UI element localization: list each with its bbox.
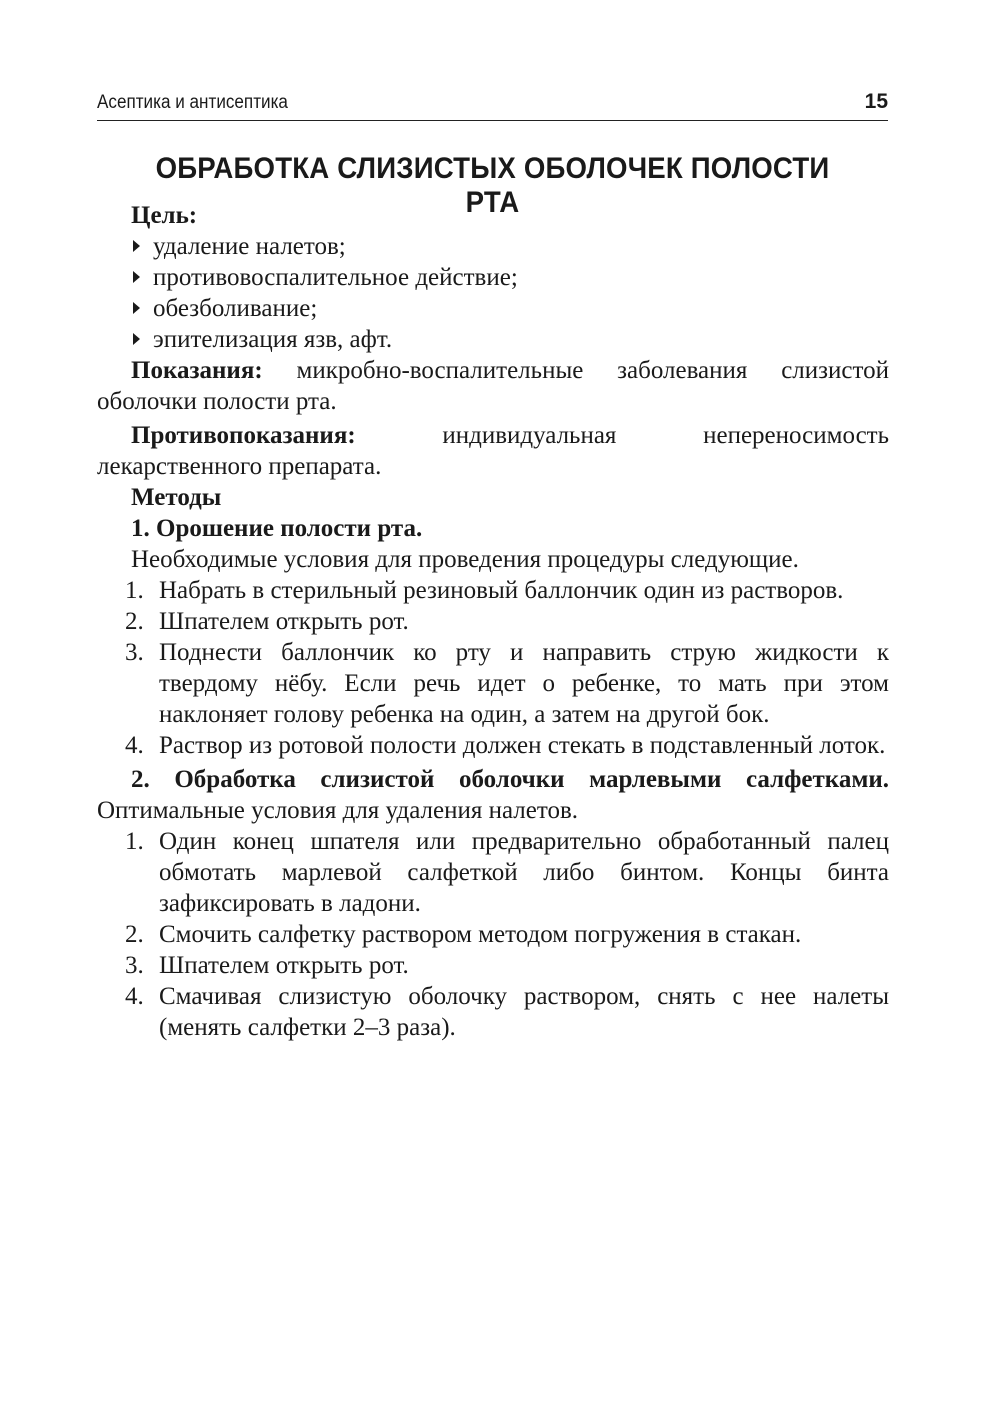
contraindications-text: индивидуальная непереносимость лекарственного препарата. [97,422,889,480]
goal-item-text: противовоспалительное действие; [153,264,518,291]
methods-label: Методы [131,484,222,511]
section-body [97,200,889,1043]
step-text: Шпателем открыть рот. [159,608,409,635]
triangle-bullet-icon [133,271,140,283]
method1-title: 1. Орошение полости рта. [131,515,423,542]
step-text: Один конец шпателя или предварительно обработанный палец обмотать марлевой салфеткой либо бинтом. Концы бинта зафиксировать в ладони. [159,828,889,917]
triangle-bullet-icon [133,240,140,252]
step-number: 2. [125,921,144,948]
goal-item-text: эпителизация язв, афт. [153,326,393,353]
goal-item-text: удаление налетов; [153,233,346,260]
step-number: 1. [125,828,144,855]
triangle-bullet-icon [133,302,140,314]
triangle-bullet-icon [133,333,140,345]
step-number: 4. [125,732,144,759]
method2-step [97,981,889,1043]
contraindications-paragraph [97,420,889,482]
running-header [97,90,888,121]
goal-item [97,262,889,293]
step-number: 3. [125,952,144,979]
method1-intro: Необходимые условия для проведения процедуры следующие. [131,546,799,573]
step-text: Набрать в стерильный резиновый баллончик один из растворов. [159,577,844,604]
goal-item-text: обезболивание; [153,295,318,322]
method2-intro: Оптимальные условия для удаления налетов. [97,797,579,824]
step-text: Шпателем открыть рот. [159,952,409,979]
section-heading: ОБРАБОТКА СЛИЗИСТЫХ ОБОЛОЧЕК ПОЛОСТИ РТА [155,152,830,219]
step-number: 2. [125,608,144,635]
step-number: 3. [125,639,144,666]
goal-label-line [97,200,889,231]
indications-paragraph [97,355,889,417]
running-head-title: Асептика и антисептика [97,92,288,113]
method2-title: 2. Обработка слизистой оболочки марлевыми салфетками. [131,766,889,793]
goal-item [97,293,889,324]
goal-item [97,231,889,262]
step-text: Раствор из ротовой полости должен стекать в подставленный лоток. [159,732,886,759]
method1-step [97,637,889,730]
step-number: 1. [125,577,144,604]
method1-step [97,730,889,761]
goal-item [97,324,889,355]
contraindications-label: Противопоказания: [131,422,356,449]
indications-text: микробно-воспалительные заболевания слизистой оболочки полости рта. [97,357,889,415]
method1-title-line [97,513,889,544]
method2-paragraph [97,764,889,826]
step-text: Смочить салфетку раствором методом погружения в стакан. [159,921,802,948]
step-text: Смачивая слизистую оболочку раствором, снять с нее налеты (менять салфетки 2–3 раза). [159,983,889,1041]
goal-label: Цель: [131,202,198,229]
method1-step [97,575,889,606]
methods-label-line [97,482,889,513]
method1-step [97,606,889,637]
step-text: Поднести баллончик ко рту и направить струю жидкости к твердому нёбу. Если речь идет о ребенке, то мать при этом наклоняет голову ребенка на один, а затем на другой бок. [159,639,889,728]
indications-label: Показания: [131,357,263,384]
method2-step [97,919,889,950]
method2-step [97,826,889,919]
page-number: 15 [864,90,888,113]
method2-step [97,950,889,981]
step-number: 4. [125,983,144,1010]
